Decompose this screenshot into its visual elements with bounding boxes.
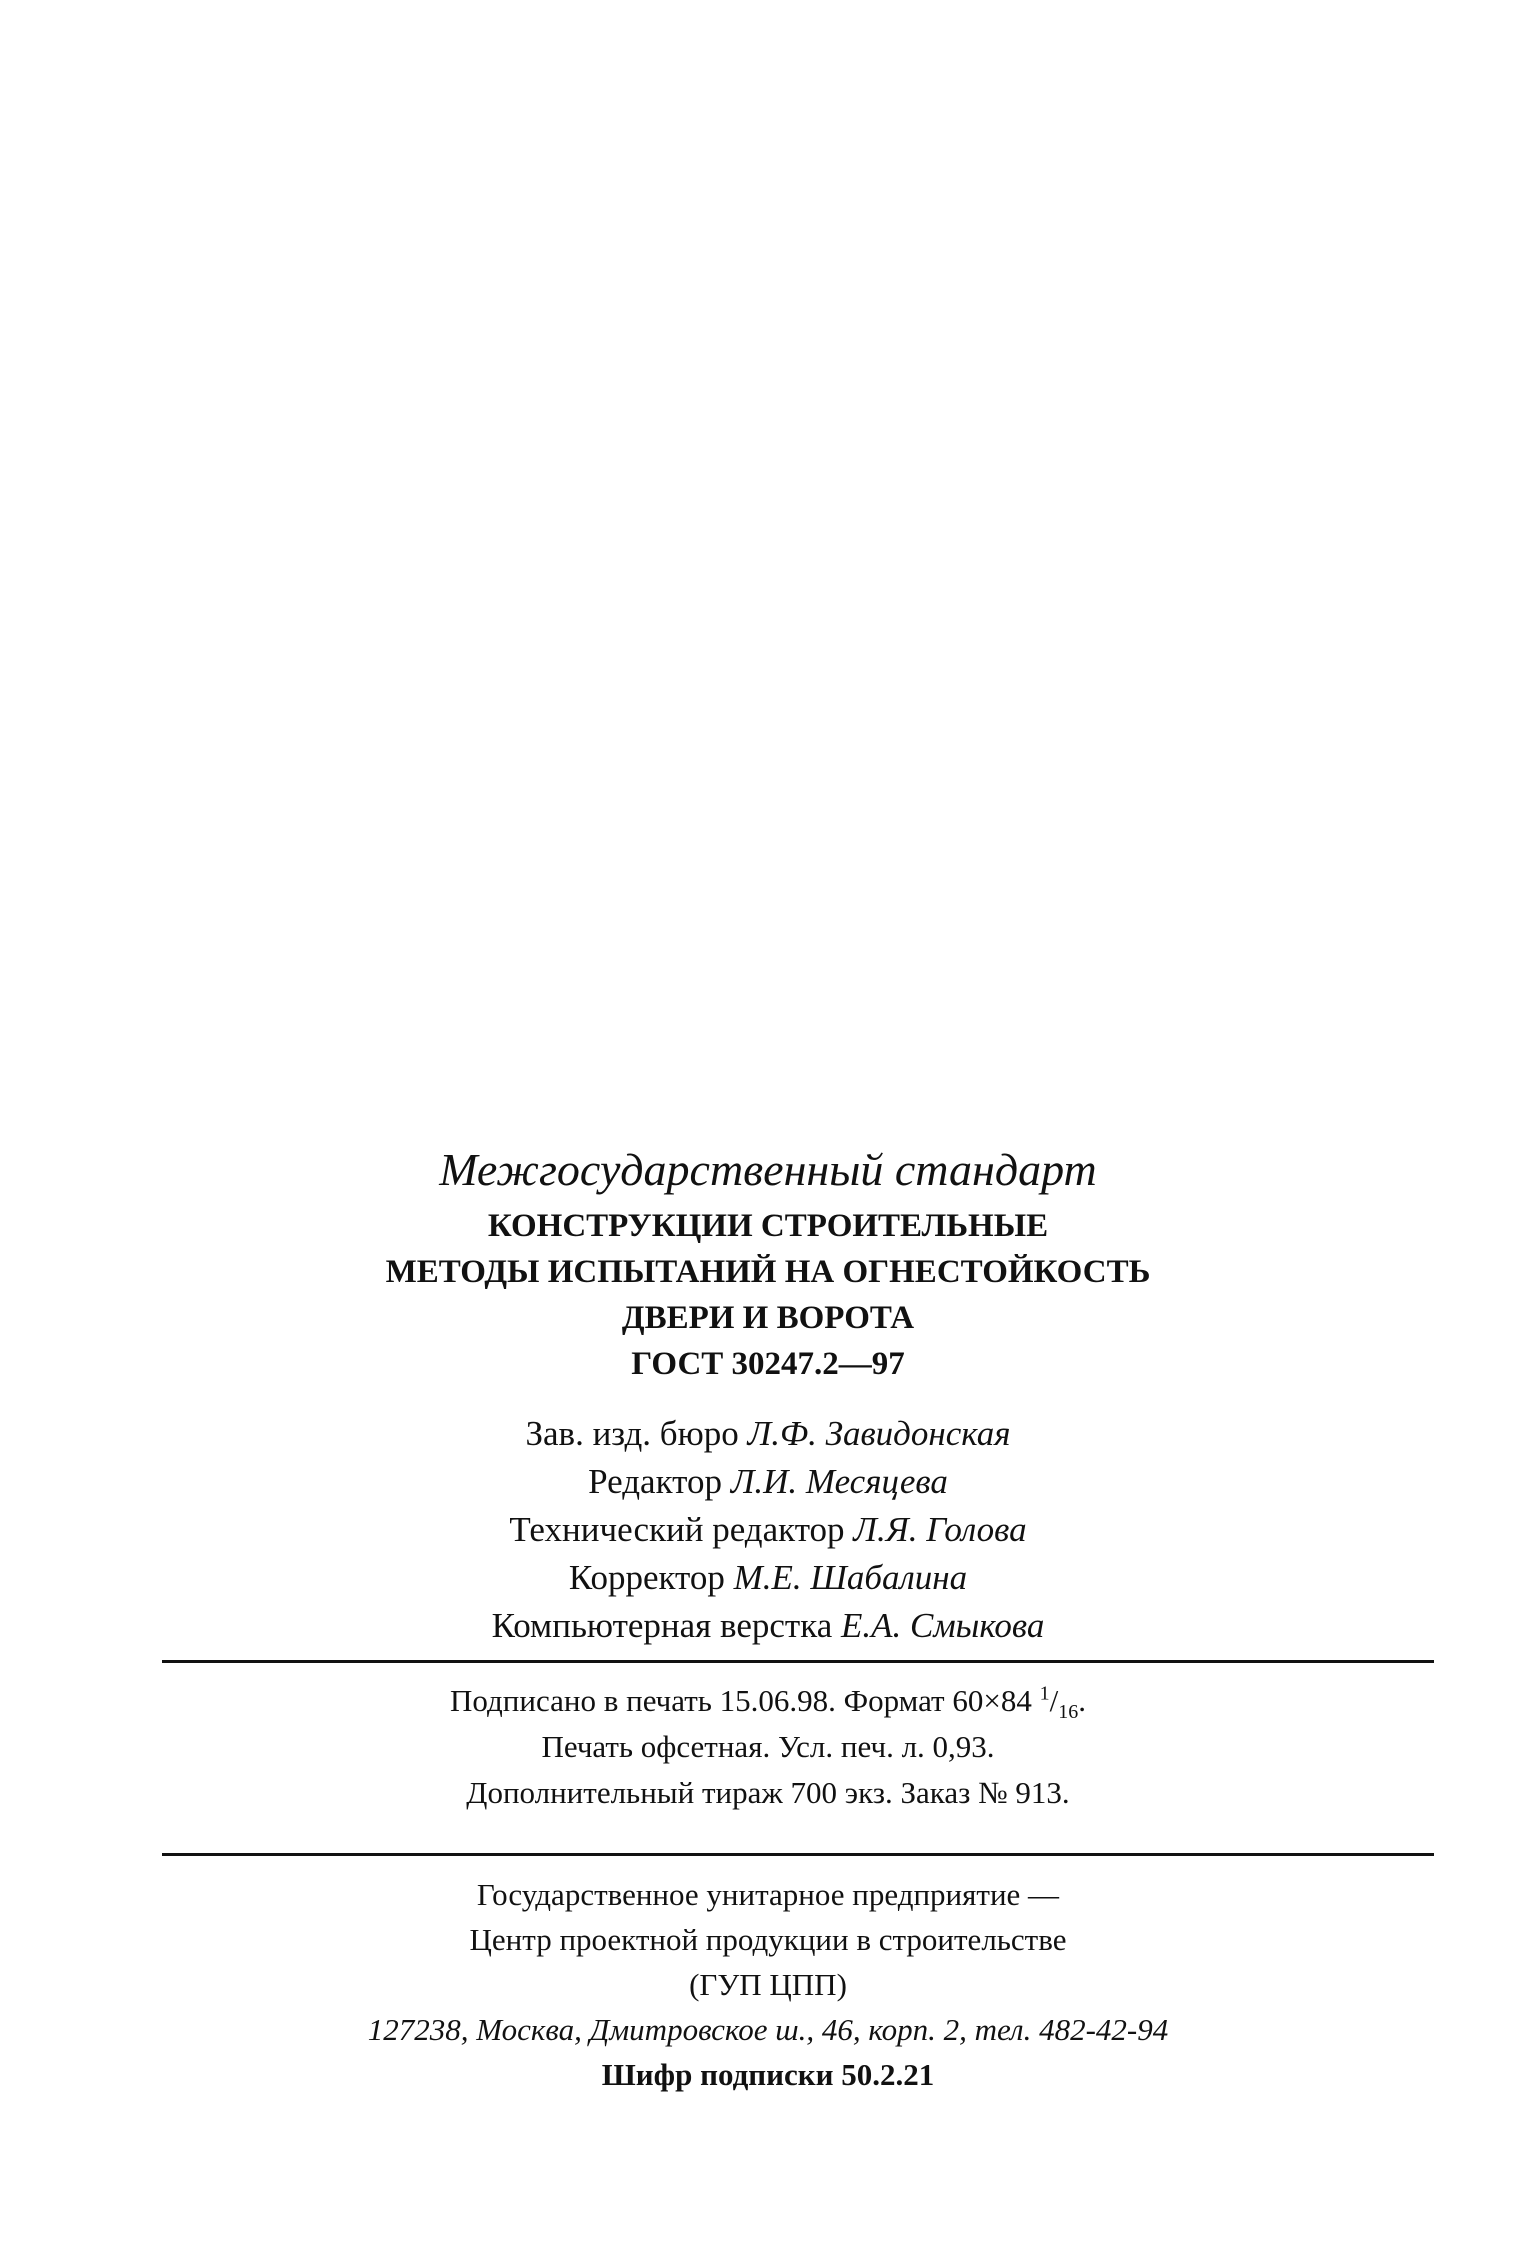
print-run-line: Дополнительный тираж 700 экз. Заказ № 913. (466, 1775, 1070, 1810)
credit-role: Корректор (568, 1558, 725, 1597)
title-block (0, 1203, 1536, 1387)
title-line-2: МЕТОДЫ ИСПЫТАНИЙ НА ОГНЕСТОЙКОСТЬ (385, 1254, 1151, 1290)
subscription-cipher: Шифр подписки 50.2.21 (601, 2057, 935, 2092)
credit-name: М.Е. Шабалина (733, 1558, 968, 1597)
credit-line (0, 1458, 1536, 1506)
credit-role: Редактор (588, 1462, 722, 1501)
credit-line (0, 1554, 1536, 1602)
standard-number: ГОСТ 30247.2—97 (631, 1346, 905, 1382)
standard-type-heading (0, 1140, 1536, 1200)
print-type-line: Печать офсетная. Усл. печ. л. 0,93. (541, 1729, 995, 1764)
credit-name: Е.А. Смыкова (840, 1606, 1045, 1645)
divider-top (162, 1660, 1434, 1663)
credit-role: Зав. изд. бюро (525, 1414, 739, 1453)
signed-to-print-line: Подписано в печать 15.06.98. Формат 60×84 $^1/_{16}$. (450, 1682, 1086, 1724)
publisher-block (0, 1872, 1536, 2097)
signed-text: Подписано в печать 15.06.98. Формат 60×84 (450, 1683, 1040, 1718)
publisher-line-1: Государственное унитарное предприятие — (476, 1877, 1060, 1912)
credit-role: Компьютерная верстка (491, 1606, 833, 1645)
credit-name: Л.Я. Голова (853, 1510, 1027, 1549)
print-info-block (0, 1678, 1536, 1816)
credits-block (0, 1410, 1536, 1650)
credit-line (0, 1506, 1536, 1554)
credit-name: Л.И. Месяцева (730, 1462, 948, 1501)
format-denominator: 16 (1058, 1701, 1079, 1724)
format-suffix: . (1078, 1683, 1086, 1718)
credit-line (0, 1410, 1536, 1458)
format-numerator: 1 (1039, 1682, 1050, 1705)
credit-name: Л.Ф. Завидонская (747, 1414, 1011, 1453)
publisher-line-2: Центр проектной продукции в строительстве (469, 1922, 1067, 1957)
divider-bottom (162, 1853, 1434, 1856)
title-line-3: ДВЕРИ И ВОРОТА (621, 1300, 915, 1336)
credit-line (0, 1602, 1536, 1650)
title-line-1: КОНСТРУКЦИИ СТРОИТЕЛЬНЫЕ (487, 1208, 1049, 1244)
credit-role: Технический редактор (509, 1510, 845, 1549)
publisher-address: 127238, Москва, Дмитровское ш., 46, корп. 2, тел. 482-42-94 (367, 2012, 1169, 2047)
standard-type-text: Межгосударственный стандарт (439, 1144, 1097, 1195)
publisher-abbreviation: (ГУП ЦПП) (689, 1967, 847, 2002)
